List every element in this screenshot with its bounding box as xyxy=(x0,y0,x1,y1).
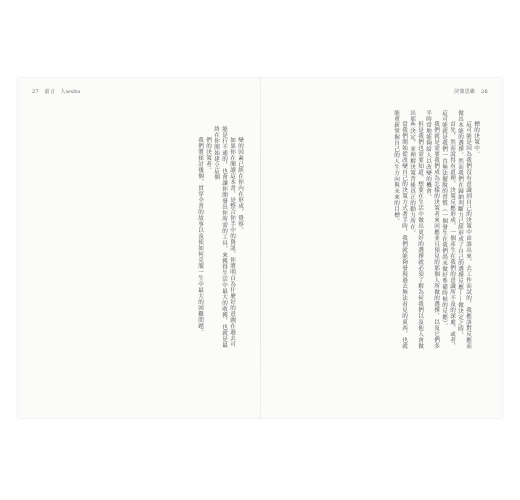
paragraph: 變的因素已經在你內在形成，覺察。 xyxy=(237,137,243,234)
paragraph: 當我們開始從改變自己的決策方式著手時，我們就能夠發現過去無法看見的東西，也就能重新掌握自己的人生方向與未來的目標。 xyxy=(393,110,407,350)
paragraph: 標的決策中。 xyxy=(473,121,479,158)
left-page-number: 27 xyxy=(32,89,39,95)
paragraph: 我們將探討幾個，貫穿全書的故事以及使如何克服一生中最大的困難問題。 xyxy=(197,137,203,336)
paragraph: 但是我們也需要知道，想要在生活中做出更好的選擇就必須了解為何我們以及他人會做出那些決定，並理解決策背後真正的動力所在。 xyxy=(409,110,423,350)
paragraph: 我們就是需要我們成為怎樣的決策者來回應並且預見的那個人所做的選擇，以及它們多半時常地能夠給人以改變的機會。 xyxy=(425,110,439,350)
paragraph: 們的決策者。 xyxy=(205,137,211,174)
paragraph: 首先，然而說得有道理，決策反應形成，一個產生在我們的意識所不及的深處。或者，這可能就是我們一直無法擺脫的習慣（一個發生在我們尚未做好準備時候的反應）。 xyxy=(441,110,455,350)
book-spread xyxy=(18,78,502,418)
paragraph: 如果你在閱讀這本書，是整合你手中的資訊，你將明白為什麼好的意圖在過去可能是行不通的，也會讓你開發出你所需的工具，來獲得生活中最大的收獲，也就是最終在你開始建立這個 xyxy=(213,126,235,348)
book-gutter xyxy=(260,78,261,418)
right-page-body xyxy=(280,110,480,350)
paragraph: 這可能是因為我們沒有意識到自己的決策中由誰出來，去工作而試的，我應該對反應而做出本能的選擇。然而我們在歸納判斷力已經形成了自己的選擇反應——做決定之時。 xyxy=(457,110,471,350)
left-page-body xyxy=(132,126,244,348)
right-page-number: 26 xyxy=(481,89,488,95)
left-page-header xyxy=(32,88,80,95)
left-running-title: 前言 人wslts xyxy=(44,89,81,95)
right-running-title: 決策思維 xyxy=(454,89,476,95)
right-page-header xyxy=(454,88,488,95)
